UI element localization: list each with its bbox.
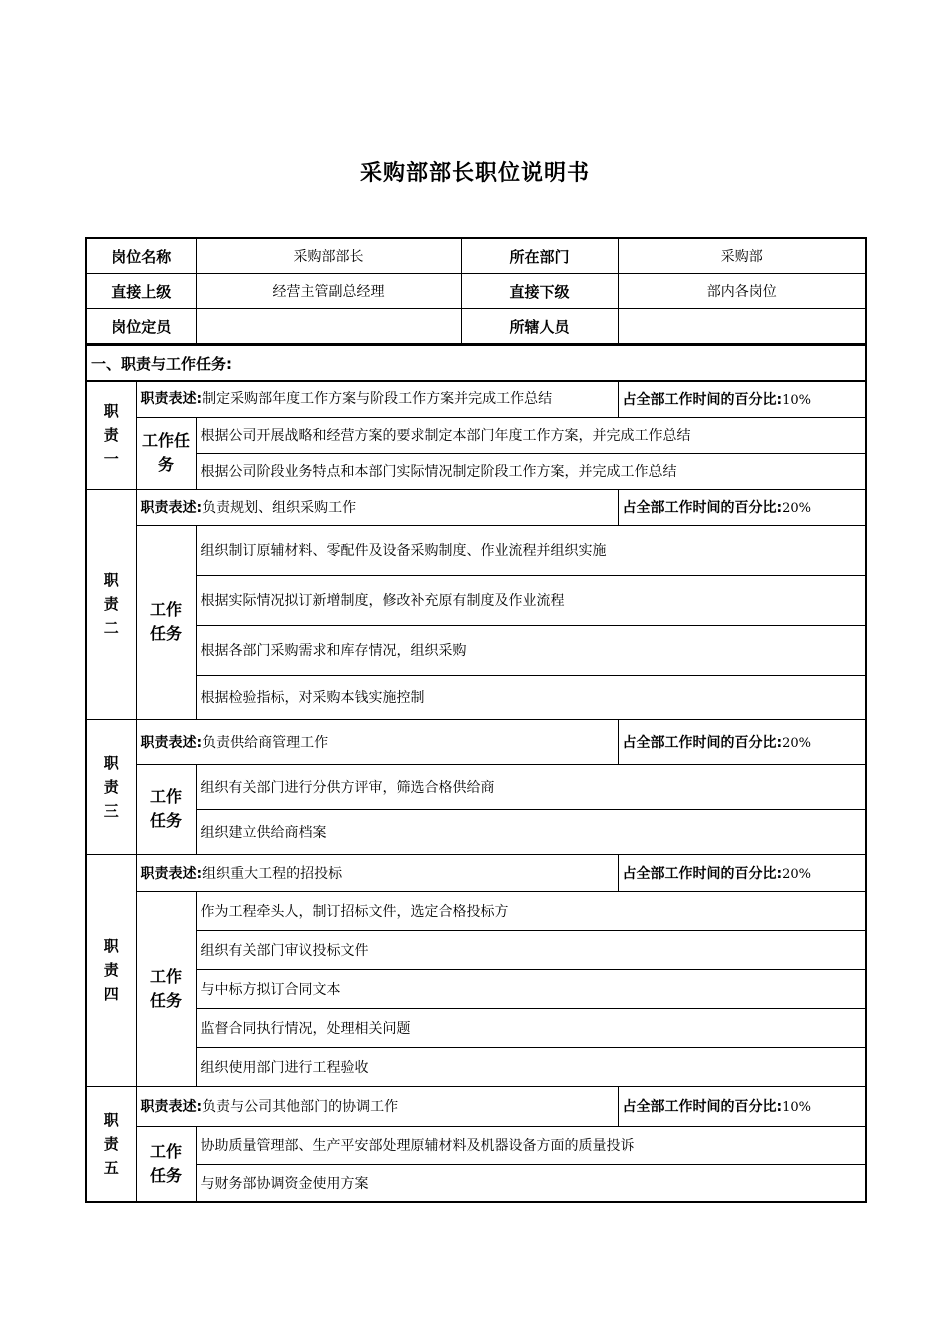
duty-2-task: 根据各部门采购需求和库存情况，组织采购 — [196, 625, 866, 675]
duty-4-task: 与中标方拟订合同文本 — [196, 969, 866, 1008]
duty-5-statement: 职责表述:负责与公司其他部门的协调工作 — [136, 1086, 618, 1126]
department-value: 采购部 — [618, 238, 866, 274]
headcount-label: 岗位定员 — [86, 309, 196, 345]
duty-4-task: 组织有关部门审议投标文件 — [196, 930, 866, 969]
duty-1-percent: 占全部工作时间的百分比:10% — [618, 381, 866, 417]
duty-4-statement: 职责表述:组织重大工程的招投标 — [136, 854, 618, 891]
subordinate-value: 部内各岗位 — [618, 274, 866, 309]
duty-5-task: 与财务部协调资金使用方案 — [196, 1164, 866, 1202]
duties-table — [85, 345, 867, 1203]
job-description-sheet — [85, 237, 865, 1203]
duty-4-task: 组织使用部门进行工程验收 — [196, 1047, 866, 1086]
duty-1-task: 根据公司开展战略和经营方案的要求制定本部门年度工作方案，并完成工作总结 — [196, 417, 866, 453]
document-title: 采购部部长职位说明书 — [359, 161, 590, 186]
duty-1-task: 根据公司阶段业务特点和本部门实际情况制定阶段工作方案，并完成工作总结 — [196, 453, 866, 489]
duty-5-task: 协助质量管理部、生产平安部处理原辅材料及机器设备方面的质量投诉 — [196, 1126, 866, 1164]
duty-3-name: 职 责 三 — [86, 719, 136, 854]
duty-4-percent: 占全部工作时间的百分比:20% — [618, 854, 866, 891]
duty-5-task-label: 工作 任务 — [136, 1126, 196, 1202]
duty-2-name: 职 责 二 — [86, 489, 136, 719]
duty-4-task-label: 工作 任务 — [136, 891, 196, 1086]
duty-2-task-label: 工作 任务 — [136, 525, 196, 719]
duty-3-task-label: 工作 任务 — [136, 764, 196, 854]
subordinate-label: 直接下级 — [461, 274, 618, 309]
section-title: 一、职责与工作任务: — [86, 346, 866, 382]
duty-2-task: 组织制订原辅材料、零配件及设备采购制度、作业流程并组织实施 — [196, 525, 866, 575]
duty-2-percent: 占全部工作时间的百分比:20% — [618, 489, 866, 525]
supervisor-value: 经营主管副总经理 — [196, 274, 461, 309]
duty-1-statement: 职责表述:制定采购部年度工作方案与阶段工作方案并完成工作总结 — [136, 381, 618, 417]
managed-staff-value — [618, 309, 866, 345]
duty-3-task: 组织建立供给商档案 — [196, 809, 866, 854]
duty-3-task: 组织有关部门进行分供方评审，筛选合格供给商 — [196, 764, 866, 809]
position-name-label: 岗位名称 — [86, 238, 196, 274]
duty-2-task: 根据检验指标，对采购本钱实施控制 — [196, 675, 866, 719]
department-label: 所在部门 — [461, 238, 618, 274]
info-table — [85, 237, 867, 345]
duty-4-task: 监督合同执行情况，处理相关问题 — [196, 1008, 866, 1047]
duty-3-percent: 占全部工作时间的百分比:20% — [618, 719, 866, 764]
duty-1-task-label: 工作任 务 — [136, 417, 196, 489]
supervisor-label: 直接上级 — [86, 274, 196, 309]
duty-1-name: 职 责 一 — [86, 381, 136, 489]
duty-5-percent: 占全部工作时间的百分比:10% — [618, 1086, 866, 1126]
headcount-value — [196, 309, 461, 345]
duty-2-statement: 职责表述:负责规划、组织采购工作 — [136, 489, 618, 525]
duty-4-task: 作为工程牵头人，制订招标文件，选定合格投标方 — [196, 891, 866, 930]
position-name-value: 采购部部长 — [196, 238, 461, 274]
duty-5-name: 职 责 五 — [86, 1086, 136, 1202]
duty-4-name: 职 责 四 — [86, 854, 136, 1086]
duty-3-statement: 职责表述:负责供给商管理工作 — [136, 719, 618, 764]
duty-2-task: 根据实际情况拟订新增制度，修改补充原有制度及作业流程 — [196, 575, 866, 625]
managed-staff-label: 所辖人员 — [461, 309, 618, 345]
